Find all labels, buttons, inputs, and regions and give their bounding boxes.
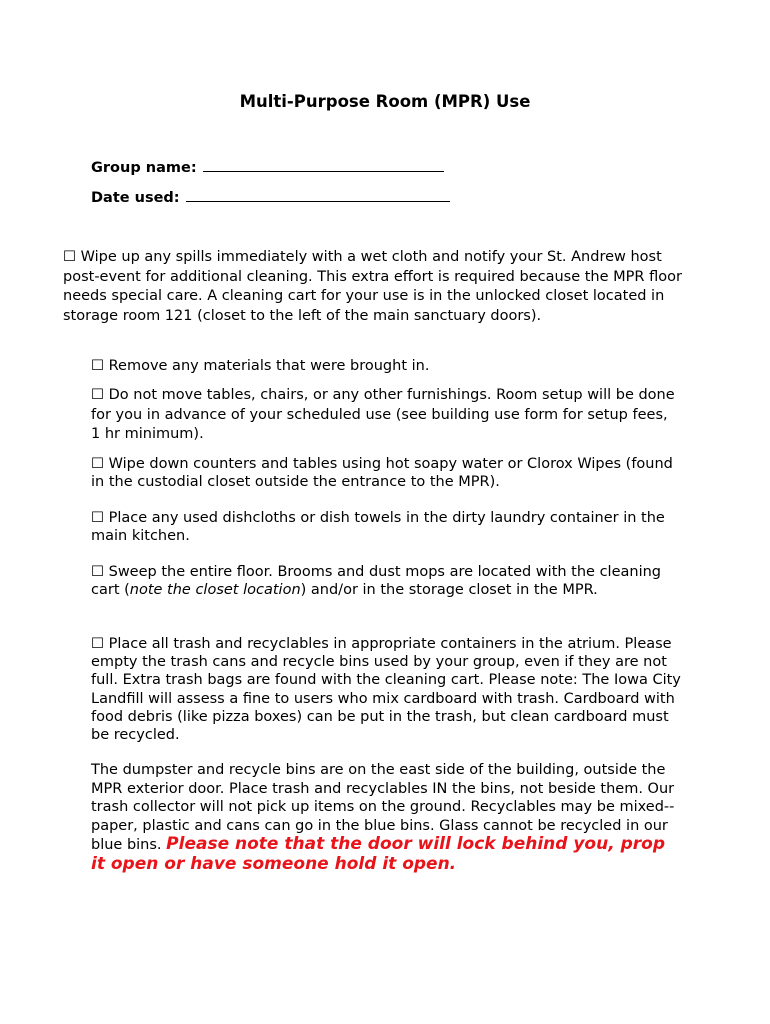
door-lock-warning: Please note that the door will lock behind you, prop it open or have someone hold it open. bbox=[91, 834, 665, 874]
checklist-item-tables bbox=[91, 386, 681, 445]
checkbox-icon[interactable]: ☐ bbox=[91, 510, 104, 526]
checkbox-icon[interactable]: ☐ bbox=[91, 636, 104, 652]
checkbox-icon[interactable]: ☐ bbox=[91, 358, 104, 374]
checklist-item-spills bbox=[63, 248, 683, 326]
checkbox-icon[interactable]: ☐ bbox=[91, 564, 104, 580]
checklist-item-text: Wipe down counters and tables using hot soapy water or Clorox Wipes (found in the custodial closet outside the entrance to the MPR). bbox=[91, 456, 673, 491]
page-title: Multi-Purpose Room (MPR) Use bbox=[239, 92, 531, 111]
checklist-item-materials bbox=[91, 357, 681, 377]
group-name-label: Group name: bbox=[91, 160, 197, 176]
checklist-item-text: Remove any materials that were brought in. bbox=[104, 358, 430, 374]
checklist-item-sweep bbox=[91, 563, 681, 599]
group-name-field[interactable] bbox=[91, 160, 444, 176]
checklist-item-trash bbox=[91, 635, 681, 744]
closet-location-note: note the closet location bbox=[129, 582, 301, 599]
date-used-label: Date used: bbox=[91, 190, 180, 206]
checkbox-icon[interactable]: ☐ bbox=[91, 456, 104, 472]
checklist-item-text: Place all trash and recyclables in appropriate containers in the atrium. Please empty the trash cans and recycle bins used by your group, even if they are not full. Extra trash bags are found with the cleaning cart. Please note: The Iowa City Landfill will assess a fine to users who mix cardboard with trash. Cardboard with food debris (like pizza boxes) can be put in the trash, but clean cardboard must be recycled. bbox=[91, 636, 681, 744]
dumpster-text: The dumpster and recycle bins are on the east side of the building, outside the MPR exterior door. Place trash and recyclables IN the bins, not beside them. Our trash collector will not pick up items on the ground. Recyclables may be mixed--paper, plastic and cans can go in the blue bins. Glass cannot be recycled in our blue bins. bbox=[91, 762, 675, 854]
checklist-item-text-end: ) and/or in the storage closet in the MPR. bbox=[300, 582, 598, 599]
checklist-item-text: Sweep the entire floor. Brooms and dust mops are located with the cleaning cart ( bbox=[91, 564, 662, 599]
date-used-blank-line[interactable] bbox=[186, 200, 450, 202]
checklist-item-text: Place any used dishcloths or dish towels in the dirty laundry container in the main kitchen. bbox=[91, 510, 665, 545]
checklist-item-text: Do not move tables, chairs, or any other furnishings. Room setup will be done for you in advance of your scheduled use (see building use form for setup fees, 1 hr minimum). bbox=[91, 387, 675, 442]
checkbox-icon[interactable]: ☐ bbox=[91, 387, 104, 403]
checklist-item-counters bbox=[91, 455, 681, 491]
group-name-blank-line[interactable] bbox=[203, 170, 444, 172]
checklist-item-text: Wipe up any spills immediately with a wet cloth and notify your St. Andrew host post-event for additional cleaning. This extra effort is required because the MPR floor needs special care. A cleaning cart for your use is in the unlocked closet located in storage room 121 (closet to the left of the main sanctuary doors). bbox=[63, 249, 682, 324]
date-used-field[interactable] bbox=[91, 190, 450, 206]
dumpster-paragraph bbox=[91, 761, 681, 875]
checkbox-icon[interactable]: ☐ bbox=[63, 249, 76, 265]
checklist-item-dishcloths bbox=[91, 509, 681, 545]
